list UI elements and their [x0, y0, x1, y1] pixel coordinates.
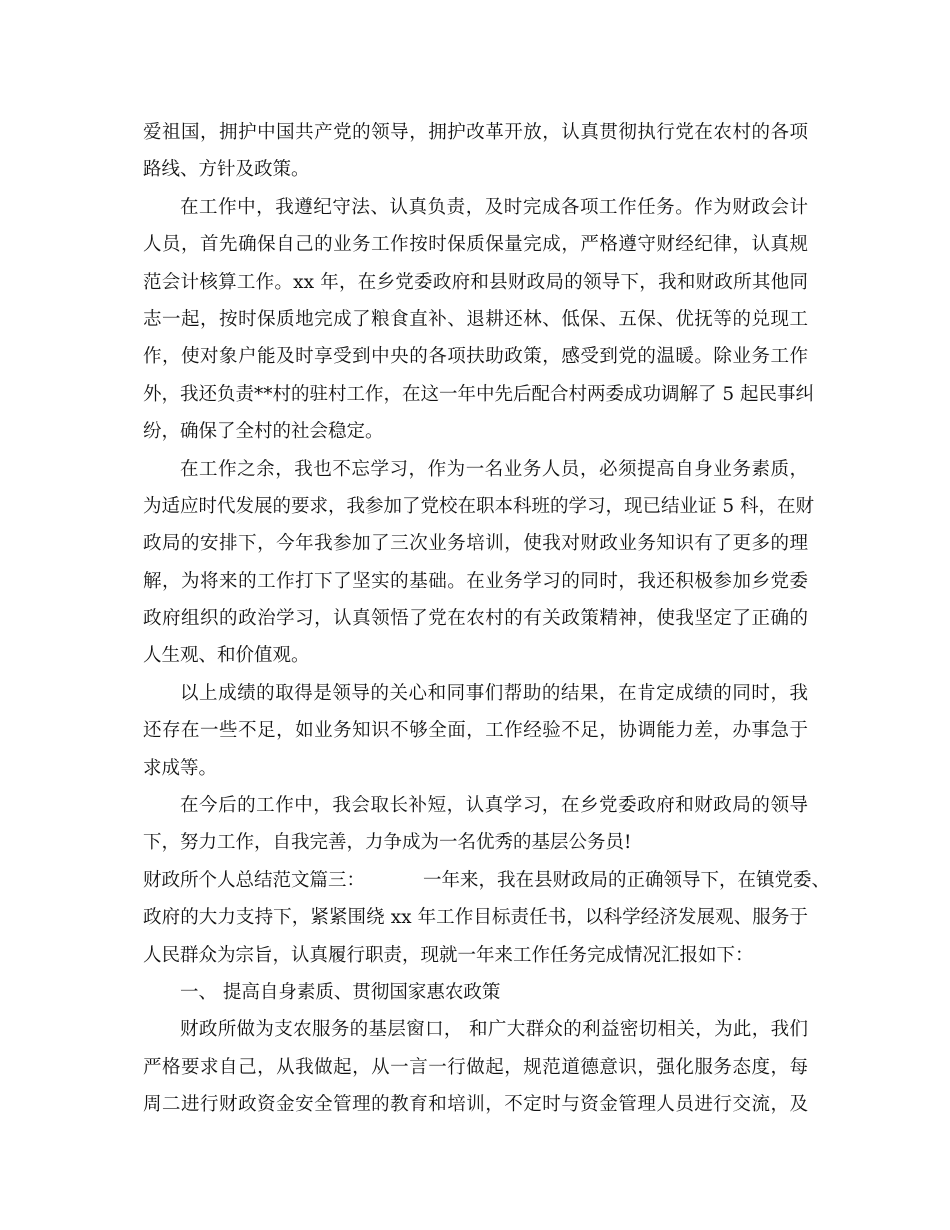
section-intro-text: 一年来，我在县财政局的正确领导下，在镇党委、: [423, 869, 831, 891]
text-line: 周二进行财政资金安全管理的教育和培训，不定时与资金管理人员进行交流，及: [143, 1094, 808, 1116]
section-title: 财政所个人总结范文篇三：: [143, 869, 366, 891]
text-line: 纷，确保了全村的社会稳定。: [143, 421, 384, 443]
section-heading-line: [143, 862, 831, 899]
document-body: [143, 114, 831, 1124]
text-line: 还存在一些不足，如业务知识不够全面，工作经验不足，协调能力差，办事急于: [143, 720, 808, 742]
text-line: 范会计核算工作。xx 年，在乡党委政府和县财政局的领导下，我和财政所其他同: [143, 271, 808, 293]
text-line: 人员，首先确保自己的业务工作按时保质保量完成，严格遵守财经纪律，认真规: [143, 234, 808, 256]
subsection-heading: 一、 提高自身素质、贯彻国家惠农政策: [180, 981, 501, 1003]
text-line: 政府的大力支持下，紧紧围绕 xx 年工作目标责任书，以科学经济发展观、服务于: [143, 907, 808, 929]
text-line: 下，努力工作，自我完善，力争成为一名优秀的基层公务员!: [143, 832, 632, 854]
text-line: 严格要求自己，从我做起，从一言一行做起，规范道德意识，强化服务态度，每: [143, 1056, 808, 1078]
text-line: 路线、方针及政策。: [143, 159, 310, 181]
text-line: 外，我还负责**村的驻村工作，在这一年中先后配合村两委成功调解了 5 起民事纠: [143, 383, 815, 405]
text-line: 为适应时代发展的要求，我参加了党校在职本科班的学习，现已结业证 5 科，在财: [143, 495, 815, 517]
text-line: 志一起，按时保质地完成了粮食直补、退耕还林、低保、五保、优抚等的兑现工: [143, 308, 808, 330]
text-line: 人生观、和价值观。: [143, 645, 310, 667]
text-line: 政局的安排下，今年我参加了三次业务培训，使我对财政业务知识有了更多的理: [143, 533, 808, 555]
paragraph-start-line: 在工作之余，我也不忘学习，作为一名业务人员，必须提高自身业务素质，: [180, 458, 808, 480]
text-line: 求成等。: [143, 757, 218, 779]
paragraph-start-line: 在今后的工作中，我会取长补短，认真学习，在乡党委政府和财政局的领导: [180, 795, 808, 817]
paragraph-start-line: 以上成绩的取得是领导的关心和同事们帮助的结果，在肯定成绩的同时，我: [180, 682, 808, 704]
text-line: 人民群众为宗旨，认真履行职责，现就一年来工作任务完成情况汇报如下：: [143, 944, 754, 966]
text-line: 解，为将来的工作打下了坚实的基础。在业务学习的同时，我还积极参加乡党委: [143, 570, 808, 592]
text-line: 作，使对象户能及时享受到中央的各项扶助政策，感受到党的温暖。除业务工作: [143, 346, 808, 368]
text-line: 政府组织的政治学习，认真领悟了党在农村的有关政策精神，使我坚定了正确的: [143, 608, 808, 630]
paragraph-start-line: 财政所做为支农服务的基层窗口， 和广大群众的利益密切相关，为此，我们: [180, 1019, 808, 1041]
paragraph-start-line: 在工作中，我遵纪守法、认真负责，及时完成各项工作任务。作为财政会计: [180, 196, 808, 218]
text-line: 爱祖国，拥护中国共产党的领导，拥护改革开放，认真贯彻执行党在农村的各项: [143, 122, 808, 143]
